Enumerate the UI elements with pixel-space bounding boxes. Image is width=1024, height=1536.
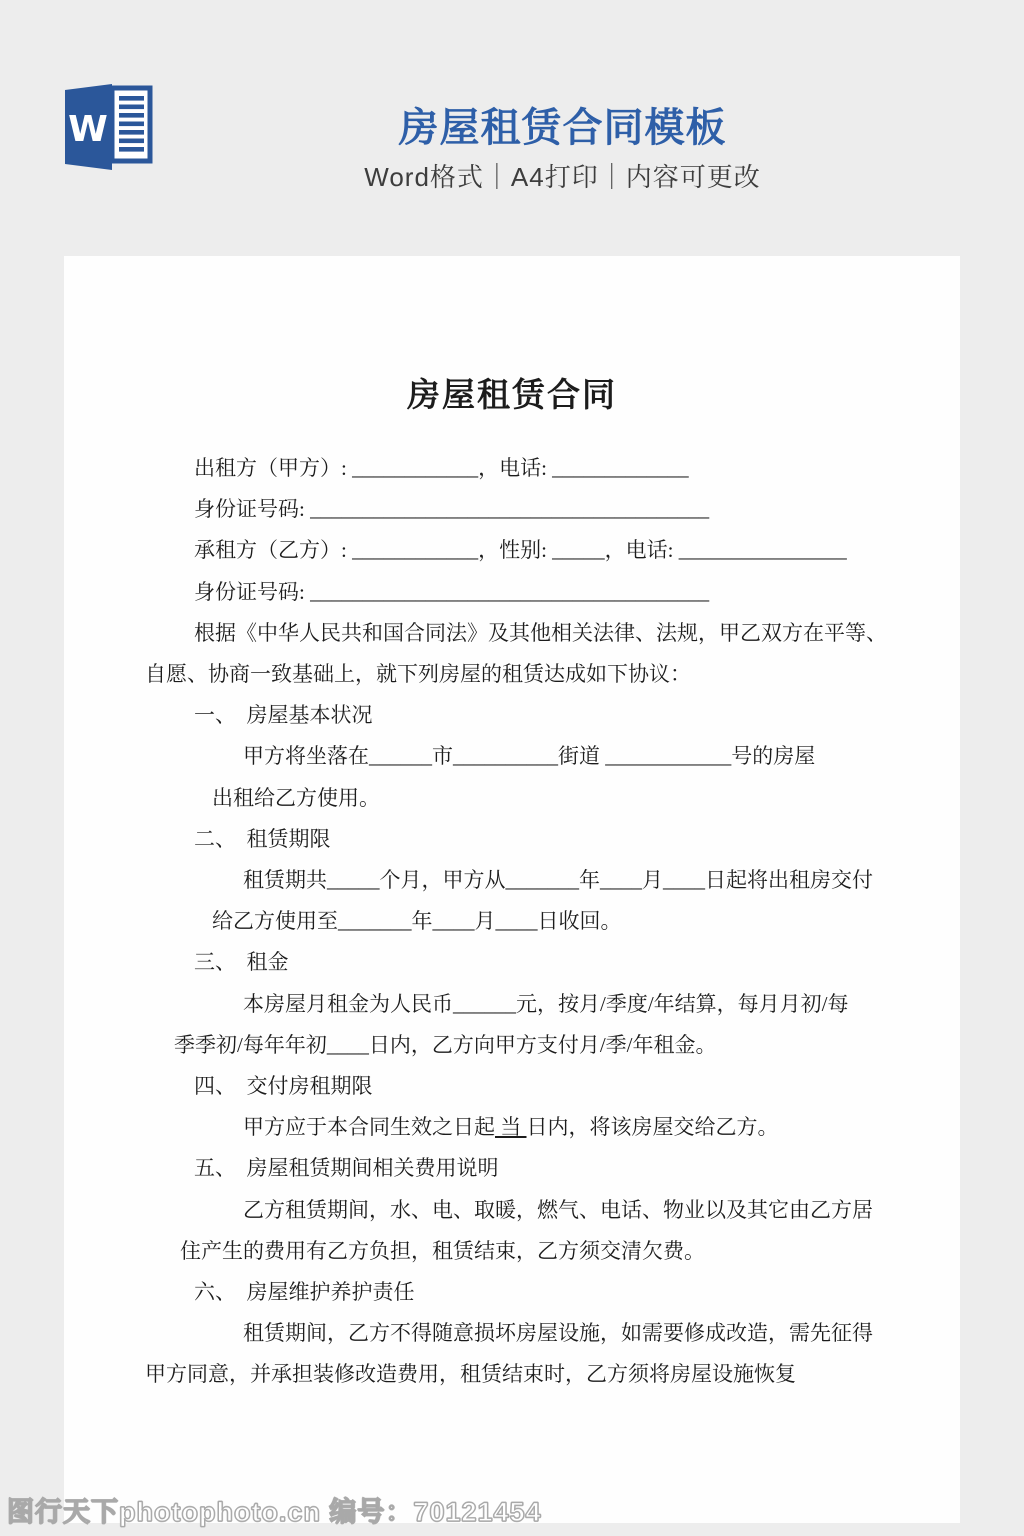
section-4-text-post: 日内，将该房屋交给乙方。 — [526, 1115, 779, 1140]
preamble-line-2: 自愿、协商一致基础上，就下列房屋的租赁达成如下协议： — [145, 662, 691, 687]
template-subtitle: Word格式｜A4打印｜内容可更改 — [364, 162, 761, 192]
template-title: 房屋租赁合同模板 — [398, 106, 727, 150]
section-5-line-2: 住产生的费用有乙方负担，租赁结束，乙方须交清欠费。 — [180, 1238, 705, 1263]
party-a-line: 出租方（甲方）: ____________，电话: _____________ — [194, 456, 689, 480]
section-5-line-1: 乙方租赁期间，水、电、取暖，燃气、电话、物业以及其它由乙方居 — [243, 1197, 873, 1222]
section-3-line-1: 本房屋月租金为人民币______元，按月/季度/年结算，每月月初/每 — [243, 991, 849, 1016]
word-icon — [63, 83, 155, 171]
section-1-line-1: 甲方将坐落在______市__________街道 ____________号的房屋 — [243, 744, 816, 769]
contract-title: 房屋租赁合同 — [407, 378, 617, 414]
section-6-line-1: 租赁期间，乙方不得随意损坏房屋设施，如需要修成改造，需先征得 — [243, 1321, 873, 1346]
contract-body — [64, 448, 960, 1396]
section-1-heading: 一、 房屋基本状况 — [194, 703, 373, 728]
section-2-line-2: 给乙方使用至_______年____月____日收回。 — [212, 909, 622, 934]
section-6-line-2: 甲方同意，并承担装修改造费用，租赁结束时，乙方须将房屋设施恢复 — [145, 1362, 796, 1387]
section-3-line-2: 季季初/每年年初____日内，乙方向甲方支付月/季/年租金。 — [174, 1032, 717, 1057]
party-b-line: 承租方（乙方）: ____________，性别: _____，电话: ________________ — [194, 538, 847, 563]
section-4-line-1 — [64, 1107, 960, 1148]
word-icon-letter: W — [68, 109, 108, 150]
section-4-text-pre: 甲方应于本合同生效之日起 — [243, 1115, 495, 1140]
document-page — [64, 256, 960, 1523]
section-1-line-2: 出租给乙方使用。 — [212, 785, 380, 810]
section-2-line-1: 租赁期共_____个月，甲方从_______年____月____日起将出租房交付 — [243, 868, 873, 893]
section-2-heading: 二、 租赁期限 — [194, 826, 331, 851]
preamble-line-1: 根据《中华人民共和国合同法》及其他相关法律、法规，甲乙双方在平等、 — [194, 620, 887, 645]
section-6-heading: 六、 房屋维护养护责任 — [194, 1280, 415, 1305]
party-a-id-line: 身份证号码: ______________________________________ — [194, 497, 710, 522]
section-4-heading: 四、 交付房租期限 — [194, 1074, 373, 1099]
section-3-heading: 三、 租金 — [194, 950, 289, 975]
section-4-underlined-value: 当 — [495, 1115, 527, 1140]
party-b-id-line: 身份证号码: ______________________________________ — [194, 579, 710, 604]
section-5-heading: 五、 房屋租赁期间相关费用说明 — [194, 1156, 499, 1181]
watermark-text: 图行天下photophoto.cn 编号：70121454 — [7, 1497, 542, 1527]
word-logo-graphic — [63, 83, 155, 171]
